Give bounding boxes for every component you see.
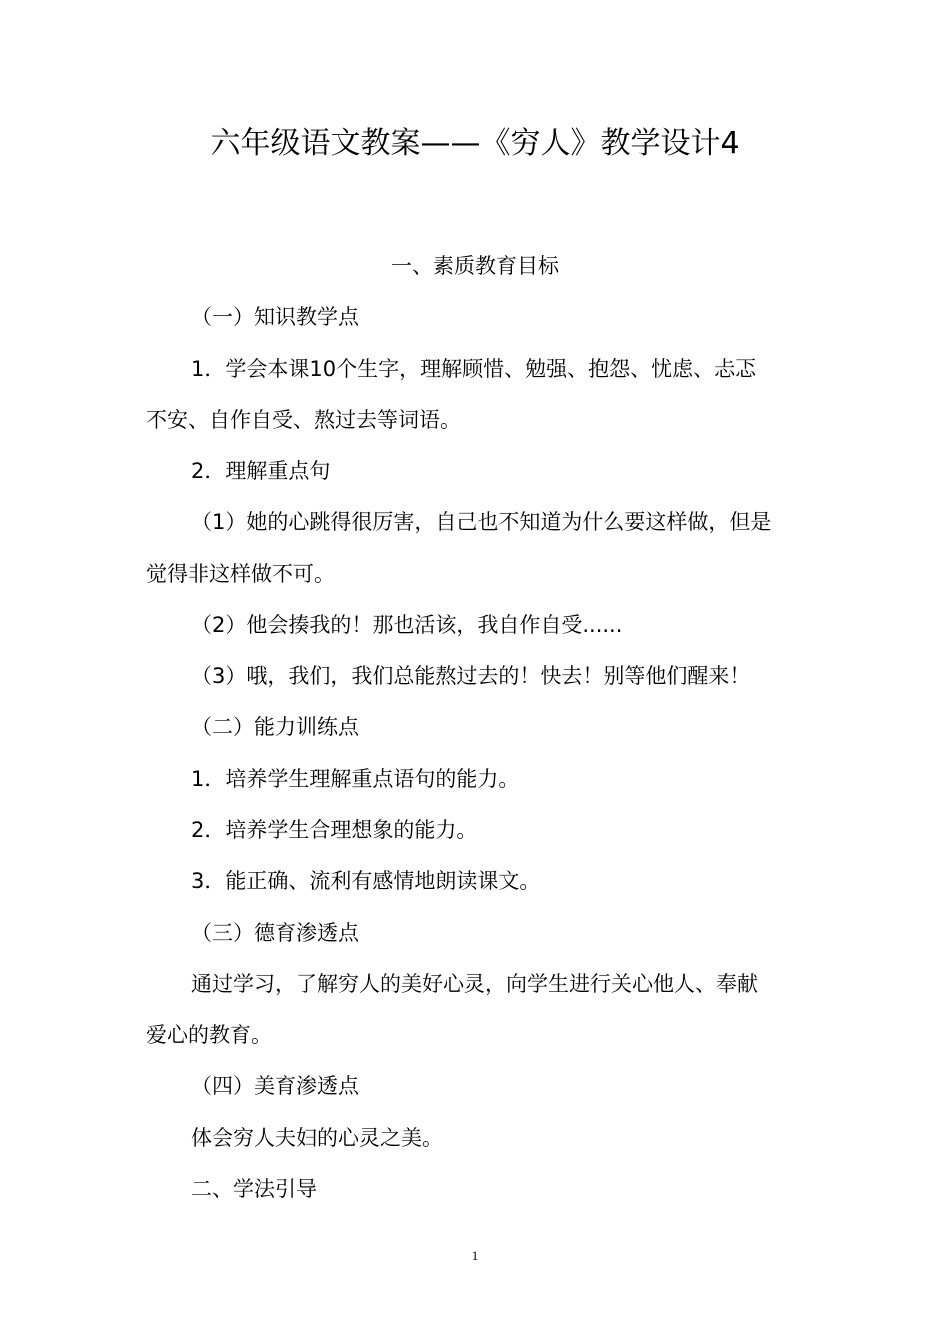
paragraph-line: 1．培养学生理解重点语句的能力。 — [191, 767, 520, 791]
paragraph-line: 3．能正确、流利有感情地朗读课文。 — [191, 869, 541, 893]
paragraph-line: 爱心的教育。 — [146, 1023, 272, 1047]
paragraph-line: （3）哦，我们，我们总能熬过去的！快去！别等他们醒来！ — [191, 664, 751, 688]
paragraph-line: 2．培养学生合理想象的能力。 — [191, 818, 478, 842]
subsection-heading-aesthetic: （四）美育渗透点 — [191, 1074, 359, 1098]
section-heading-2: 二、学法引导 — [191, 1177, 317, 1201]
paragraph-line: 体会穷人夫妇的心灵之美。 — [191, 1126, 443, 1150]
paragraph-line: （1）她的心跳得很厉害，自己也不知道为什么要这样做，但是 — [191, 510, 772, 534]
paragraph-line: 觉得非这样做不可。 — [146, 562, 335, 586]
paragraph-line: （2）他会揍我的！那也活该，我自作自受...... — [191, 613, 623, 637]
section-heading-1: 一、素质教育目标 — [391, 254, 559, 278]
subsection-heading-ability: （二）能力训练点 — [191, 715, 359, 739]
paragraph-line: 1．学会本课10个生字，理解顾惜、勉强、抱怨、忧虑、忐忑 — [191, 357, 757, 381]
paragraph-line: 2．理解重点句 — [191, 459, 331, 483]
paragraph-line: 不安、自作自受、熬过去等词语。 — [146, 408, 461, 432]
subsection-heading-moral: （三）德育渗透点 — [191, 921, 359, 945]
page-number: 1 — [471, 1248, 479, 1263]
document-title: 六年级语文教案——《穷人》教学设计4 — [210, 126, 740, 161]
subsection-heading-knowledge: （一）知识教学点 — [191, 305, 359, 329]
paragraph-line: 通过学习，了解穷人的美好心灵，向学生进行关心他人、奉献 — [191, 972, 758, 996]
